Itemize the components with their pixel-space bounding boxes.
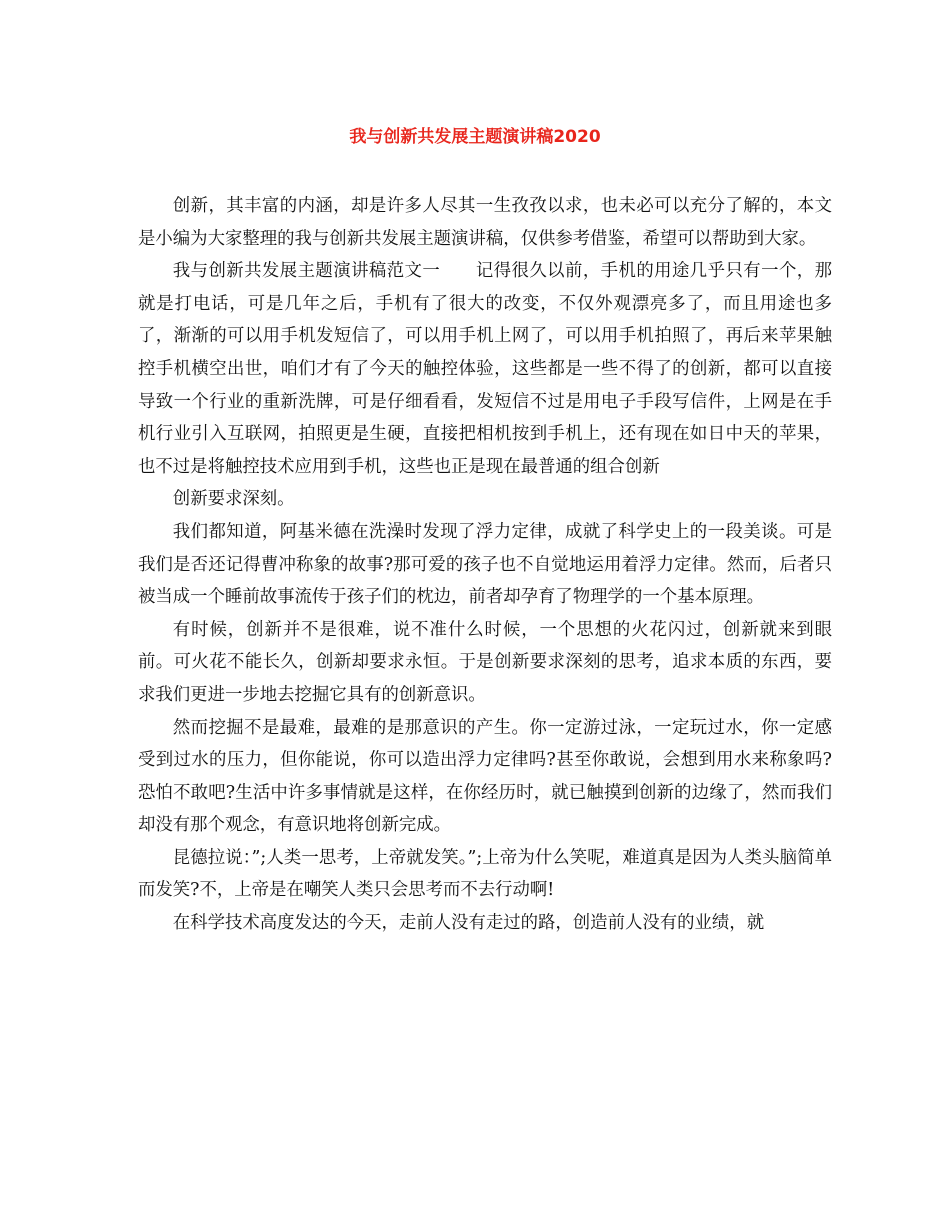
paragraph: 昆德拉说：”;人类一思考，上帝就发笑。”;上帝为什么笑呢，难道真是因为人类头脑简单而发笑?不，上帝是在嘲笑人类只会思考而不去行动啊! xyxy=(138,847,832,901)
paragraph: 创新，其丰富的内涵，却是许多人尽其一生孜孜以求，也未必可以充分了解的，本文是小编为大家整理的我与创新共发展主题演讲稿，仅供参考借鉴，希望可以帮助到大家。 xyxy=(138,196,832,249)
document-title: 我与创新共发展主题演讲稿2020 xyxy=(349,127,601,147)
paragraph: 我们都知道，阿基米德在洗澡时发现了浮力定律，成就了科学史上的一段美谈。可是我们是否还记得曹冲称象的故事?那可爱的孩子也不自觉地运用着浮力定律。然而，后者只被当成一个睡前故事流传于孩子们的枕边，前者却孕育了物理学的一个基本原理。 xyxy=(138,521,832,608)
paragraph: 然而挖掘不是最难，最难的是那意识的产生。你一定游过泳，一定玩过水，你一定感受到过水的压力，但你能说，你可以造出浮力定律吗?甚至你敢说，会想到用水来称象吗?恐怕不敢吧?生活中许多事情就是这样，在你经历时，就已触摸到创新的边缘了，然而我们却没有那个观念，有意识地将创新完成。 xyxy=(138,717,832,836)
document-body xyxy=(138,190,832,940)
paragraph: 有时候，创新并不是很难，说不准什么时候，一个思想的火花闪过，创新就来到眼前。可火花不能长久，创新却要求永恒。于是创新要求深刻的思考，追求本质的东西，要求我们更进一步地去挖掘它具有的创新意识。 xyxy=(138,619,832,705)
paragraph: 我与创新共发展主题演讲稿范文一 记得很久以前，手机的用途几乎只有一个，那就是打电话，可是几年之后，手机有了很大的改变，不仅外观漂亮多了，而且用途也多了，渐渐的可以用手机发短信了，可以用手机上网了，可以用手机拍照了，再后来苹果触控手机横空出世，咱们才有了今天的触控体验，这些都是一些不得了的创新，都可以直接导致一个行业的重新洗牌，可是仔细看看，发短信不过是用电子手段写信件，上网是在手机行业引入互联网，拍照更是生硬，直接把相机按到手机上，还有现在如日中天的苹果，也不过是将触控技术应用到手机，这些也正是现在最普通的组合创新 xyxy=(138,261,832,477)
paragraph: 在科学技术高度发达的今天，走前人没有走过的路，创造前人没有的业绩，就 xyxy=(172,913,765,934)
paragraph: 创新要求深刻。 xyxy=(172,489,295,510)
